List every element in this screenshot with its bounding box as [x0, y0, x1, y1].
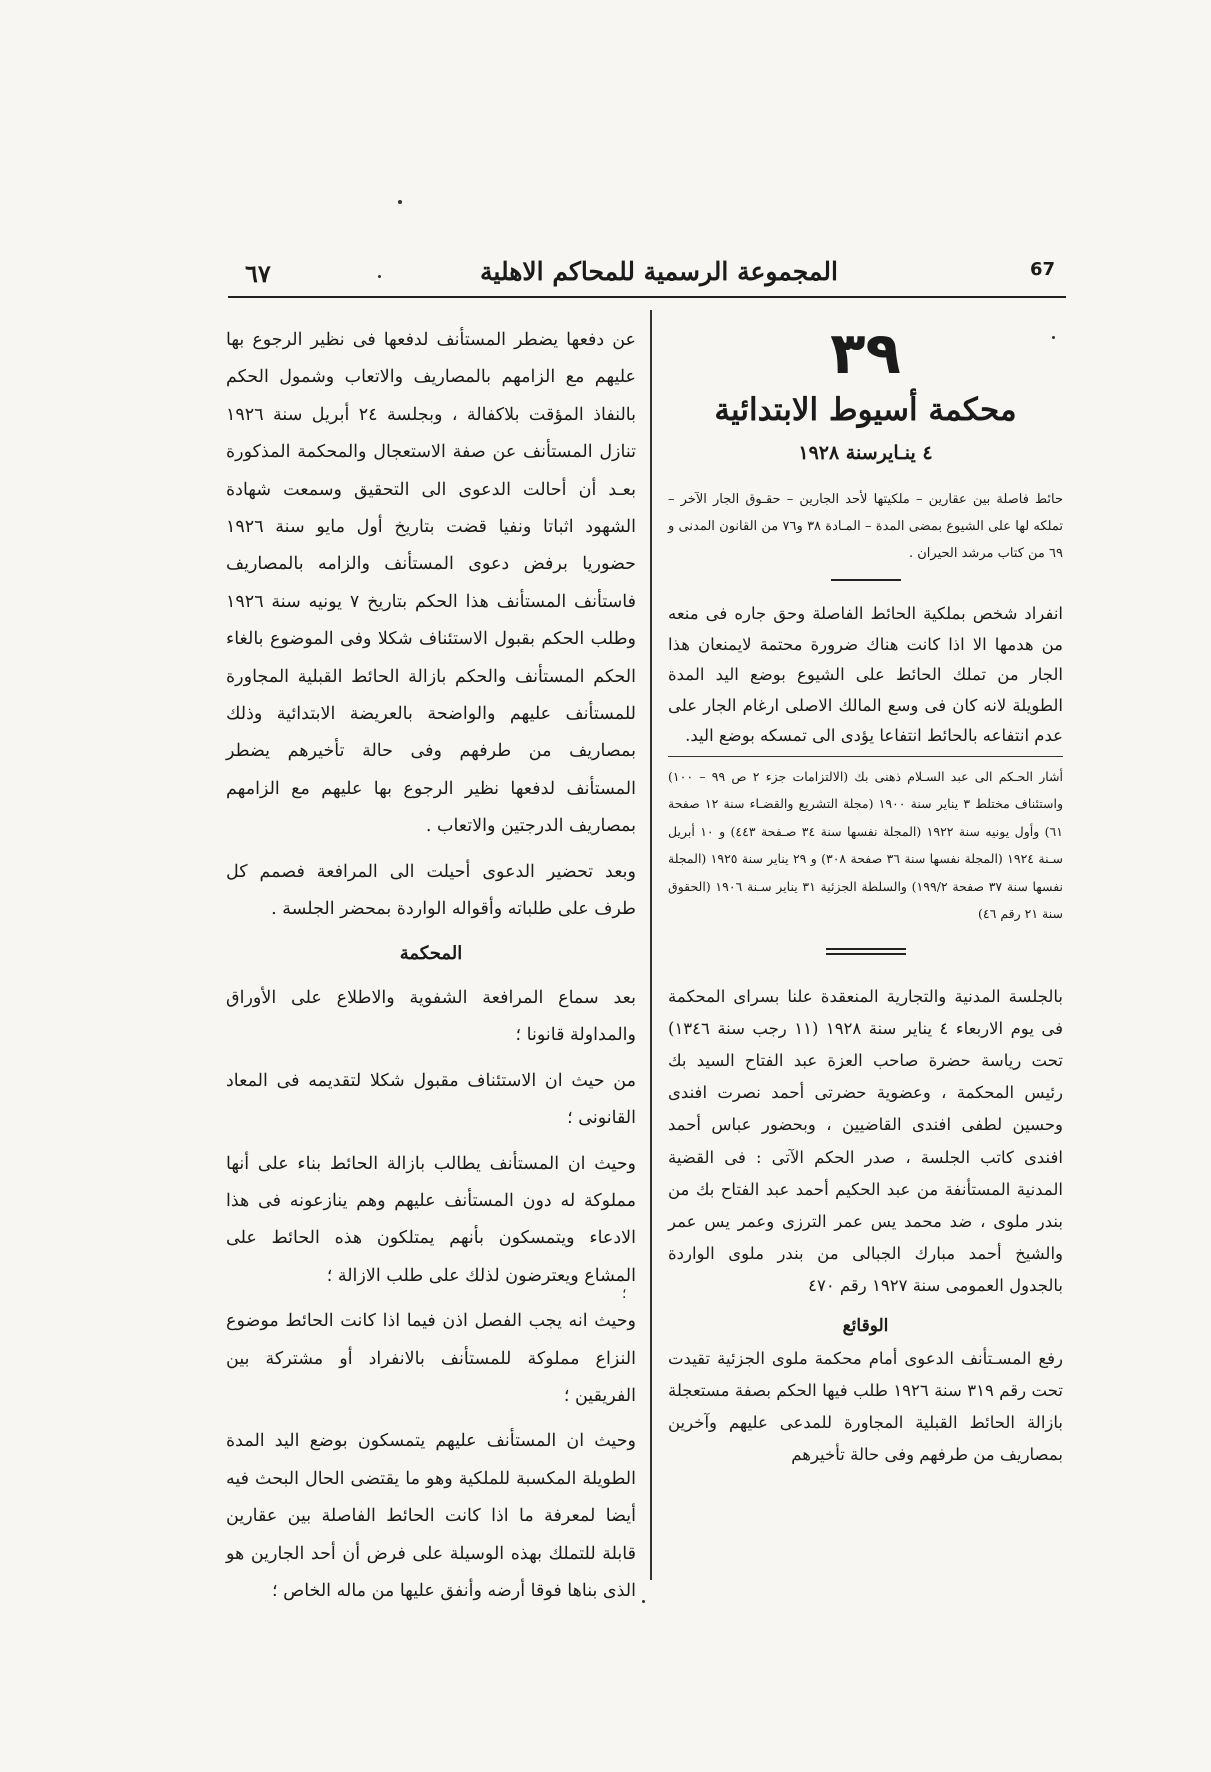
section-rule	[831, 579, 901, 581]
paragraph: وبعد تحضير الدعوى أحيلت الى المرافعة فصمم كل طرف على طلباته وأقواله الواردة بمحضر الجلسة .	[226, 861, 636, 920]
facts-paragraph: رفع المسـتأنف الدعوى أمام محكمة ملوى الجزئية تقيدت تحت رقم ٣١٩ سنة ١٩٢٦ طلب فيها الحكم بصفة مستعجلة بازالة الحائط القبلية المجاورة للمدعى عليهم وآخرين بمصاريف من طرفهم وفى حالة تأخيرهم	[668, 1348, 1063, 1464]
legal-principle: انفراد شخص بملكية الحائط الفاصلة وحق جاره فى منعه من هدمها الا اذا كانت هناك ضرورة محتمة لايمنعان هذا الجار من تملك الحائط على الشيوع بوضع اليد المدة الطويلة لانه كان فى وسع المالك الاصلى ارغام الجار على عدم انتفاعه بالحائط انتفاعا يؤدى الى تمسكه بوضع اليد.	[668, 599, 1063, 757]
references: أشار الحـكم الى عبد السـلام ذهنى بك (الالتزامات جزء ٢ ص ٩٩ – ١٠٠) واستئناف مختلط ٣ يناير سنة ١٩٠٠ (مجلة التشريع والقضـاء سنة ١٢ صفحة ٦١) وأول يونيه سنة ١٩٢٢ (المجلة نفسها سنة ٣٤ صـفحة ٤٤٣) و ١٠ أبريل سـنة ١٩٢٤ (المجلة نفسها سنة ٣٦ صفحة ٣٠٨) و ٢٩ يناير سنة ١٩٢٥ (المجلة نفسها سنة ٣٧ صفحة ١٩٩/٢) والسلطة الجزئية ٣١ يناير سـنة ١٩٠٦ (الحقوق سنة ٢١ رقم ٤٦)	[668, 768, 1064, 921]
court-name: محكمة أسيوط الابتدائية	[714, 392, 1017, 428]
court-heading: المحكمة	[399, 942, 463, 964]
facts-heading: الوقائع	[842, 1315, 889, 1336]
judgment-date: ٤ ينـايرسنة ١٩٢٨	[798, 442, 933, 464]
left-column	[226, 322, 636, 1610]
speck-mark	[398, 200, 402, 204]
case-summary: حائط فاصلة بين عقارين – ملكيتها لأحد الجارين – حقـوق الجار الآخر – تملكه لها على الشيوع بمضى المدة – المـادة ٣٨ و٧٦ من القانون المدنى و ٦٩ من كتاب مرشد الحيران .	[668, 492, 1063, 561]
right-column	[668, 320, 1063, 1471]
speck-mark	[642, 1600, 645, 1603]
page-number-latin: 67	[1029, 259, 1055, 280]
paragraph: وحيث ان المستأنف عليهم يتمسكون بوضع اليد المدة الطويلة المكسبة للملكية وهو ما يقتضى الحال البحث فيه أيضا لمعرفة ما اذا كانت الحائط الفاصلة بين عقارين قابلة للتملك بهذه الوسيلة على فرض أن أحد الجارين هو الذى بناها فوقا أرضه وأنفق عليها من ماله الخاص ؛	[226, 1431, 636, 1601]
column-divider	[650, 310, 652, 1580]
page-header	[215, 255, 1065, 295]
header-rule	[228, 296, 1066, 298]
paragraph: عن دفعها يضطر المستأنف لدفعها فى نظير الرجوع بها عليهم مع الزامهم بالمصاريف والاتعاب وشمول الحكم بالنفاذ المؤقت بلاكفالة ، وبجلسة ٢٤ أبريل سنة ١٩٢٦ تنازل المستأنف عن صفة الاستعجال والمحكمة المذكورة بعـد أن أحالت الدعوى الى التحقيق وسمعت شهادة الشهود اثباتا ونفيا قضت بتاريخ أول مايو سنة ١٩٢٦ حضوريا برفض دعوى المستأنف والزامه بالمصاريف فاستأنف المستأنف هذا الحكم بتاريخ ٧ يونيه سنة ١٩٢٦ وطلب الحكم بقبول الاستئناف شكلا وفى الموضوع بالغاء الحكم المستأنف والحكم بازالة الحائط القبلية المجاورة للمستأنف عليهم والواضحة بالعريضة الابتدائية وذلك بمصاريف من طرفهم وفى حالة تأخيرهم يضطر المستأنف لدفعها نظير الرجوع بها عليهم مع الزامهم بمصاريف الدرجتين والاتعاب .	[226, 330, 637, 837]
margin-mark: ؛	[622, 1286, 627, 1302]
case-number: ٣٩	[830, 319, 901, 387]
paragraph: وحيث انه يجب الفصل اذن فيما اذا كانت الحائط موضوع النزاع مملوكة للمستأنف بالانفراد أو مشتركة بين الفريقين ؛	[226, 1311, 636, 1406]
page-title: المجموعة الرسمية للمحاكم الاهلية	[480, 257, 838, 286]
page-number-arabic: ٦٧	[245, 259, 271, 288]
paragraph: من حيث ان الاستئناف مقبول شكلا لتقديمه فى المعاد القانونى ؛	[226, 1070, 636, 1129]
double-rule	[826, 948, 906, 955]
paragraph: وحيث ان المستأنف يطالب بازالة الحائط بناء على أنها مملوكة له دون المستأنف عليهم وهم ينازعونه فى هذا الادعاء ويتمسكون بأنهم يمتلكون هذه الحائط على المشاع ويعترضون لذلك على طلب الازالة ؛	[226, 1153, 636, 1286]
session-paragraph: بالجلسة المدنية والتجارية المنعقدة علنا بسراى المحكمة فى يوم الاربعاء ٤ يناير سنة ١٩٢٨ (١١ رجب سنة ١٣٤٦) تحت رياسة حضرة صاحب العزة عبد الفتاح السيد بك رئيس المحكمة ، وعضوية حضرتى أحمد نصرت افندى وحسين لطفى افندى القاضيين ، وبحضور عباس أحمد افندى كاتب الجلسة ، صدر الحكم الآتى : فى القضية المدنية المستأنفة من عبد الحكيم أحمد عبد الفتاح بك من بندر ملوى ، ضد محمد يس عمر الترزى وعمر يس عمر والشيخ أحمد مبارك الجبالى من بندر ملوى الواردة بالجدول العمومى سنة ١٩٢٧ رقم ٤٧٠	[668, 986, 1063, 1296]
paragraph: بعد سماع المرافعة الشفوية والاطلاع على الأوراق والمداولة قانونا ؛	[226, 987, 636, 1046]
